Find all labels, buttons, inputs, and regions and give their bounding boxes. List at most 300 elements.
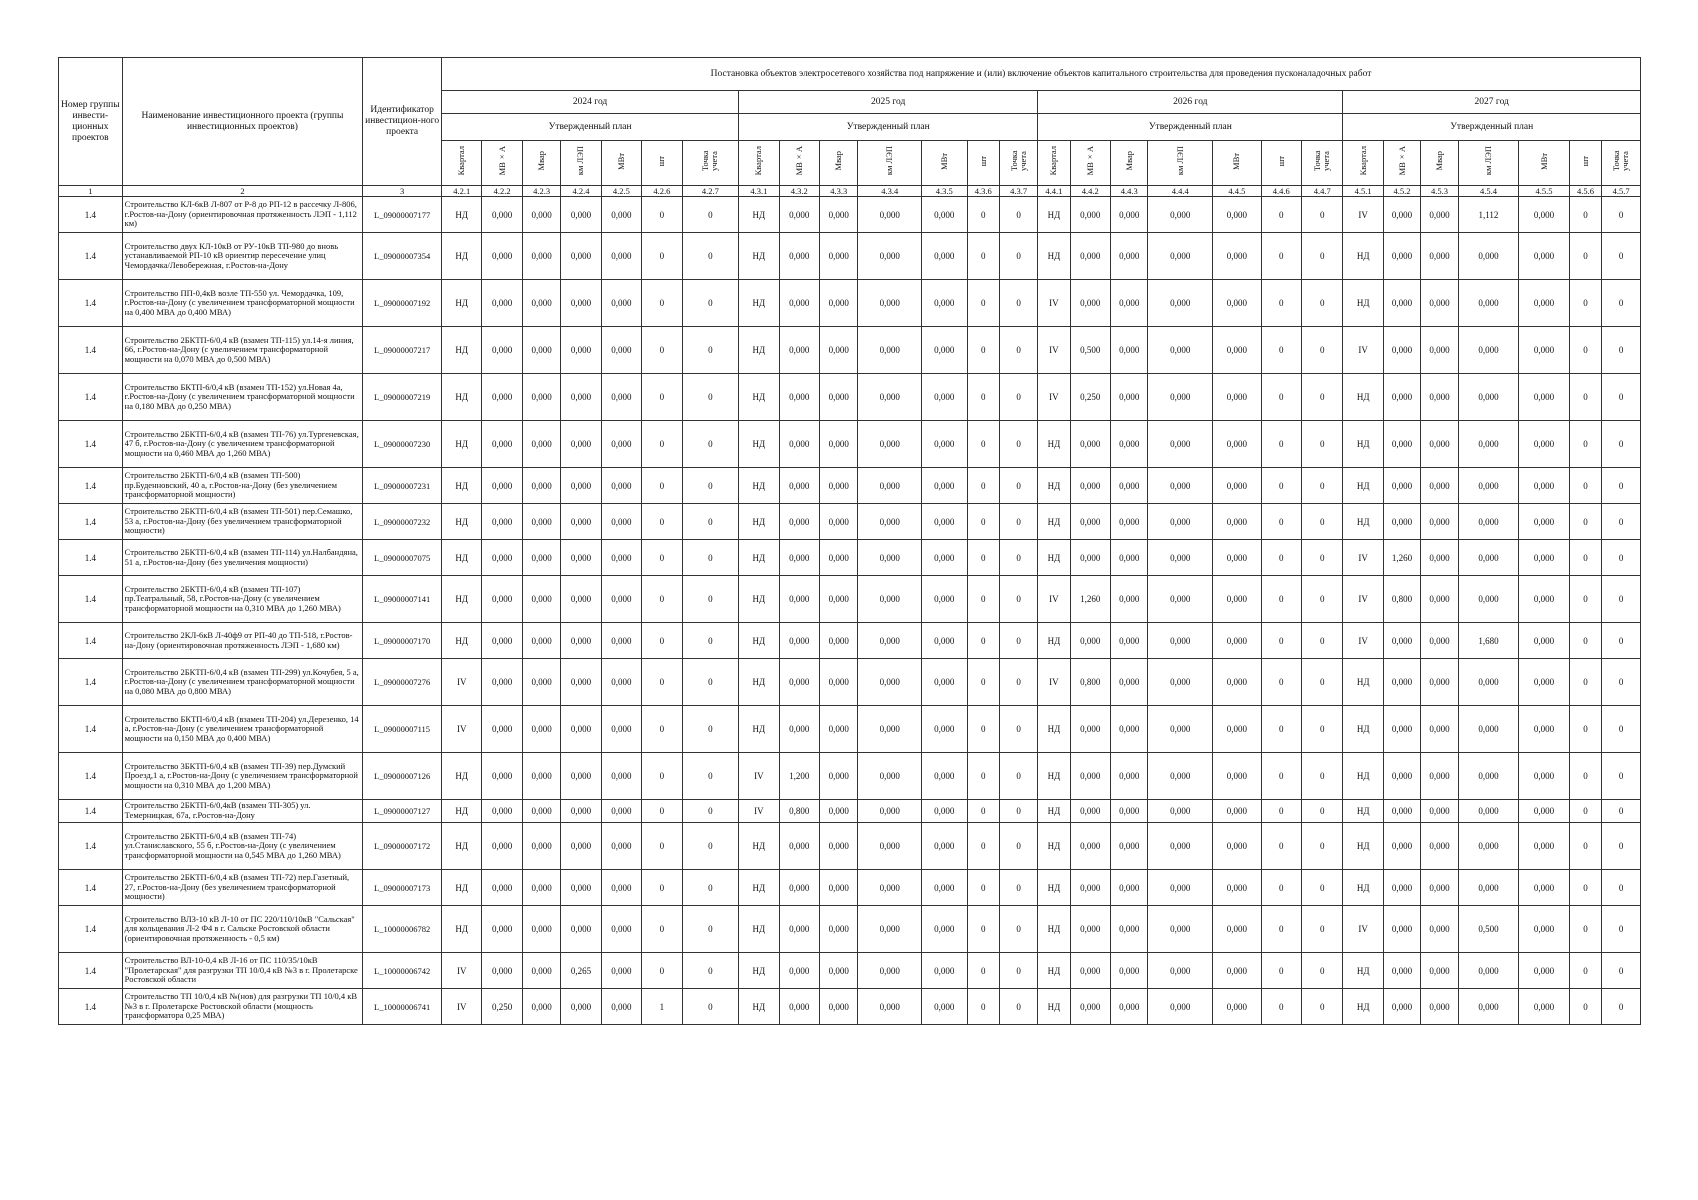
plan-value: 0,000 (1421, 800, 1458, 823)
plan-value: 0 (642, 800, 682, 823)
plan-value: 0,000 (1070, 421, 1110, 468)
plan-value: НД (442, 421, 482, 468)
plan-value: 0,000 (1519, 374, 1570, 421)
header-unit (1519, 141, 1570, 186)
header-unit-label: Мвар (833, 151, 844, 171)
plan-value: 0 (1569, 421, 1601, 468)
plan-value: 0,000 (1148, 659, 1213, 706)
header-unit (682, 141, 739, 186)
header-unit (1343, 141, 1383, 186)
plan-value: 0 (967, 823, 999, 870)
plan-value: 0,000 (1213, 468, 1262, 504)
plan-value: 0 (1261, 953, 1301, 989)
group-number: 1.4 (59, 823, 123, 870)
plan-value: 0 (682, 576, 739, 623)
plan-value: 0,000 (482, 504, 522, 540)
plan-value: 0 (1602, 421, 1641, 468)
header-unit (967, 141, 999, 186)
plan-value: 0,000 (1458, 374, 1519, 421)
investment-plan-sheet (58, 57, 1641, 1025)
plan-value: 0,000 (1519, 800, 1570, 823)
plan-value: 0 (642, 659, 682, 706)
plan-value: НД (1343, 989, 1383, 1025)
plan-value: 0,000 (561, 870, 601, 906)
plan-value: 0,000 (601, 623, 641, 659)
plan-value: 0,000 (922, 576, 967, 623)
plan-value: 0 (1261, 374, 1301, 421)
plan-value: НД (1343, 706, 1383, 753)
header-unit-label: Точка учета (1008, 150, 1028, 172)
plan-value: 0,000 (1383, 706, 1420, 753)
plan-value: 0,000 (1148, 823, 1213, 870)
plan-value: НД (1038, 753, 1070, 800)
plan-value: 0,000 (1111, 870, 1148, 906)
plan-value: 0,000 (522, 823, 560, 870)
plan-value: 0,000 (1111, 576, 1148, 623)
plan-value: 0,000 (1070, 953, 1110, 989)
plan-value: 0,000 (922, 706, 967, 753)
table-row (59, 576, 1641, 623)
plan-value: 0,000 (779, 421, 819, 468)
plan-value: 0,000 (601, 870, 641, 906)
plan-value: 0,000 (858, 327, 922, 374)
header-unit-label: МВ×А (1396, 146, 1407, 176)
plan-value: 0,000 (1070, 504, 1110, 540)
table-row (59, 540, 1641, 576)
plan-value: 0 (967, 870, 999, 906)
plan-value: НД (1038, 906, 1070, 953)
plan-value: 0 (1602, 753, 1641, 800)
plan-value: НД (1038, 989, 1070, 1025)
table-row (59, 906, 1641, 953)
header-year: 2025 год (739, 91, 1038, 114)
plan-value: 0,000 (922, 504, 967, 540)
plan-value: 0,000 (1519, 906, 1570, 953)
project-id: L_09000007192 (363, 280, 442, 327)
plan-value: 0 (1602, 540, 1641, 576)
group-number: 1.4 (59, 706, 123, 753)
plan-value: 0 (1261, 280, 1301, 327)
plan-value: 0,000 (1458, 280, 1519, 327)
column-number: 4.3.6 (967, 186, 999, 197)
plan-value: НД (442, 327, 482, 374)
plan-value: 0,000 (561, 989, 601, 1025)
project-name: Строительство 2БКТП-6/0,4 кВ (взамен ТП-299) ул.Кочубея, 5 а, г.Ростов-на-Дону (с увеличением трансформаторной мощности на 0,080 МВА до 0,800 МВА) (122, 659, 363, 706)
plan-value: 0,000 (1213, 327, 1262, 374)
plan-value: 0 (1569, 906, 1601, 953)
plan-value: 0 (999, 504, 1037, 540)
plan-value: НД (442, 753, 482, 800)
plan-value: 0 (1569, 280, 1601, 327)
plan-value: 0 (999, 421, 1037, 468)
plan-value: 0 (1602, 327, 1641, 374)
column-number: 4.3.1 (739, 186, 779, 197)
plan-value: 0,000 (1519, 327, 1570, 374)
plan-value: 0,000 (601, 800, 641, 823)
plan-value: 0,000 (819, 421, 857, 468)
column-number: 4.5.3 (1421, 186, 1458, 197)
plan-value: 0,000 (1213, 906, 1262, 953)
plan-value: НД (1038, 468, 1070, 504)
project-name: Строительство 2КЛ-6кВ Л-40ф9 от РП-40 до ТП-518, г.Ростов-на-Дону (ориентировочная протяженность ЛЭП - 1,680 км) (122, 623, 363, 659)
plan-value: 1,200 (779, 753, 819, 800)
plan-value: 0,000 (819, 953, 857, 989)
plan-value: НД (442, 870, 482, 906)
plan-value: 1,112 (1458, 197, 1519, 233)
group-number: 1.4 (59, 327, 123, 374)
plan-value: IV (1343, 906, 1383, 953)
plan-value: 0,000 (1383, 421, 1420, 468)
plan-value: 0 (682, 374, 739, 421)
plan-value: 0,000 (522, 280, 560, 327)
plan-value: 0,000 (1148, 753, 1213, 800)
plan-value: 0 (967, 800, 999, 823)
plan-value: IV (1343, 327, 1383, 374)
plan-value: НД (442, 823, 482, 870)
table-row (59, 623, 1641, 659)
plan-value: 0 (1569, 800, 1601, 823)
plan-value: НД (739, 540, 779, 576)
header-unit (819, 141, 857, 186)
column-number: 4.2.3 (522, 186, 560, 197)
plan-value: 0,000 (1148, 576, 1213, 623)
plan-value: 0,000 (1070, 989, 1110, 1025)
plan-value: 0,000 (1421, 706, 1458, 753)
plan-value: 0,000 (819, 989, 857, 1025)
plan-value: 0,000 (1111, 280, 1148, 327)
plan-value: 0 (1261, 823, 1301, 870)
plan-value: 0 (642, 870, 682, 906)
plan-value: 0 (1302, 953, 1343, 989)
plan-value: 0,000 (522, 468, 560, 504)
group-number: 1.4 (59, 197, 123, 233)
plan-value: 0,000 (1383, 989, 1420, 1025)
column-number: 4.5.4 (1458, 186, 1519, 197)
plan-value: 0 (1602, 504, 1641, 540)
plan-value: 0 (1302, 197, 1343, 233)
plan-value: 0,000 (819, 374, 857, 421)
plan-value: НД (739, 233, 779, 280)
plan-value: 0 (967, 953, 999, 989)
plan-value: 0,000 (1421, 576, 1458, 623)
plan-value: 0 (1261, 327, 1301, 374)
plan-value: 0,000 (1148, 327, 1213, 374)
plan-value: 0,000 (819, 280, 857, 327)
plan-value: 0 (1302, 623, 1343, 659)
header-unit (1569, 141, 1601, 186)
plan-value: НД (739, 870, 779, 906)
plan-value: 0,000 (482, 197, 522, 233)
plan-value: 0,250 (1070, 374, 1110, 421)
plan-value: 0,000 (858, 870, 922, 906)
project-id: L_09000007126 (363, 753, 442, 800)
plan-value: IV (442, 706, 482, 753)
group-number: 1.4 (59, 906, 123, 953)
plan-value: 0,000 (779, 197, 819, 233)
plan-value: 0,000 (1383, 753, 1420, 800)
plan-value: 0,000 (819, 623, 857, 659)
plan-value: 0 (999, 989, 1037, 1025)
header-unit-label: км ЛЭП (884, 146, 895, 176)
plan-value: НД (442, 540, 482, 576)
project-id: L_10000006782 (363, 906, 442, 953)
column-number: 4.3.7 (999, 186, 1037, 197)
plan-value: 0,000 (561, 468, 601, 504)
table-row (59, 421, 1641, 468)
plan-value: 0,000 (561, 421, 601, 468)
plan-value: 0,000 (482, 421, 522, 468)
plan-value: 0 (999, 280, 1037, 327)
plan-value: 0,000 (482, 233, 522, 280)
group-number: 1.4 (59, 870, 123, 906)
plan-value: НД (1038, 953, 1070, 989)
plan-value: 0,000 (1519, 280, 1570, 327)
plan-value: 0,000 (1421, 233, 1458, 280)
plan-value: 0,000 (819, 706, 857, 753)
plan-value: 0,000 (922, 870, 967, 906)
plan-value: 0,000 (779, 327, 819, 374)
plan-value: НД (739, 327, 779, 374)
plan-value: 0,000 (922, 233, 967, 280)
plan-value: 0,000 (601, 906, 641, 953)
plan-value: 0,000 (819, 468, 857, 504)
header-unit-label: МВ×А (1084, 146, 1095, 176)
plan-value: 0 (1302, 327, 1343, 374)
plan-value: 0,000 (1519, 421, 1570, 468)
plan-value: 0 (999, 953, 1037, 989)
plan-value: 0,000 (1148, 504, 1213, 540)
plan-value: 0 (1261, 989, 1301, 1025)
table-row (59, 823, 1641, 870)
project-id: L_09000007231 (363, 468, 442, 504)
investment-plan-table (58, 57, 1641, 1025)
plan-value: 0 (682, 233, 739, 280)
plan-value: 0,000 (1148, 906, 1213, 953)
project-name: Строительство 2БКТП-6/0,4 кВ (взамен ТП-74) ул.Станиславского, 55 б, г.Ростов-на-Дону (с увеличением трансформаторной мощности на 0,545 МВА до 1,260 МВА) (122, 823, 363, 870)
plan-value: 0,000 (1458, 327, 1519, 374)
plan-value: 0,000 (1458, 953, 1519, 989)
plan-value: 0 (642, 374, 682, 421)
plan-value: 0,000 (779, 504, 819, 540)
header-unit-label: Квартал (456, 146, 467, 176)
plan-value: 0,000 (1070, 906, 1110, 953)
plan-value: 0,000 (1519, 989, 1570, 1025)
plan-value: 0,000 (1148, 989, 1213, 1025)
header-unit-label: Мвар (1433, 151, 1444, 171)
project-id: L_09000007075 (363, 540, 442, 576)
plan-value: 0 (1302, 374, 1343, 421)
plan-value: 1,260 (1070, 576, 1110, 623)
plan-value: 0 (682, 421, 739, 468)
plan-value: 0,000 (522, 504, 560, 540)
plan-value: НД (442, 906, 482, 953)
plan-value: 0,000 (482, 800, 522, 823)
plan-value: 0,000 (1070, 753, 1110, 800)
plan-value: IV (442, 659, 482, 706)
plan-value: 0 (1602, 870, 1641, 906)
plan-value: 0,000 (1111, 374, 1148, 421)
project-id: L_09000007170 (363, 623, 442, 659)
plan-value: 0 (967, 989, 999, 1025)
plan-value: 0 (1302, 706, 1343, 753)
plan-value: 0,000 (819, 753, 857, 800)
header-approved-plan: Утвержденный план (1038, 114, 1343, 141)
plan-value: 0,000 (1111, 233, 1148, 280)
plan-value: 0,000 (1458, 233, 1519, 280)
plan-value: 0,000 (779, 280, 819, 327)
plan-value: 0,000 (1213, 280, 1262, 327)
plan-value: 0,000 (858, 753, 922, 800)
plan-value: 0 (1569, 623, 1601, 659)
plan-value: 0,000 (858, 623, 922, 659)
plan-value: 0 (1569, 823, 1601, 870)
plan-value: 0,000 (522, 659, 560, 706)
plan-value: 0,000 (1421, 374, 1458, 421)
plan-value: 0,500 (1070, 327, 1110, 374)
plan-value: 0 (1602, 197, 1641, 233)
plan-value: 0,000 (1421, 421, 1458, 468)
column-number: 4.3.5 (922, 186, 967, 197)
plan-value: НД (1038, 823, 1070, 870)
plan-value: 0,000 (601, 374, 641, 421)
plan-value: 0,000 (922, 753, 967, 800)
plan-value: 0,000 (1111, 906, 1148, 953)
column-number: 4.5.7 (1602, 186, 1641, 197)
plan-value: 0 (999, 823, 1037, 870)
plan-value: IV (1038, 659, 1070, 706)
plan-value: НД (739, 197, 779, 233)
plan-value: НД (739, 421, 779, 468)
plan-value: 0,800 (1070, 659, 1110, 706)
plan-value: 0,000 (1111, 197, 1148, 233)
plan-value: 0,000 (561, 659, 601, 706)
plan-value: 0 (1261, 233, 1301, 280)
plan-value: 0 (1602, 468, 1641, 504)
plan-value: 0 (1261, 623, 1301, 659)
plan-value: 0,000 (779, 870, 819, 906)
plan-value: 0,000 (779, 659, 819, 706)
header-unit-label: МВт (615, 152, 626, 170)
plan-value: 0,000 (779, 906, 819, 953)
plan-value: 0 (642, 540, 682, 576)
plan-value: 0,000 (779, 623, 819, 659)
header-unit-label: шт (656, 155, 667, 167)
plan-value: 0,000 (601, 659, 641, 706)
plan-value: 0,000 (601, 233, 641, 280)
header-unit (442, 141, 482, 186)
plan-value: 0 (1302, 753, 1343, 800)
plan-value: 0,000 (1213, 197, 1262, 233)
column-number: 4.4.3 (1111, 186, 1148, 197)
header-unit-label: Точка учета (1611, 150, 1631, 172)
column-number: 1 (59, 186, 123, 197)
plan-value: 0 (1569, 374, 1601, 421)
plan-value: 0,000 (922, 468, 967, 504)
plan-value: 0 (1569, 233, 1601, 280)
plan-value: 0 (967, 197, 999, 233)
group-number: 1.4 (59, 659, 123, 706)
project-id: L_09000007115 (363, 706, 442, 753)
header-year: 2026 год (1038, 91, 1343, 114)
plan-value: 0,000 (1519, 576, 1570, 623)
plan-value: 0,000 (1519, 540, 1570, 576)
column-number: 4.2.6 (642, 186, 682, 197)
project-id: L_10000006742 (363, 953, 442, 989)
plan-value: 0,000 (1458, 753, 1519, 800)
plan-value: 0,000 (922, 421, 967, 468)
header-unit (1302, 141, 1343, 186)
plan-value: НД (1038, 540, 1070, 576)
header-unit (1261, 141, 1301, 186)
plan-value: 0 (1261, 706, 1301, 753)
plan-value: 0 (1261, 870, 1301, 906)
plan-value: 0,000 (858, 280, 922, 327)
plan-value: 0,000 (819, 540, 857, 576)
plan-value: 0 (1302, 233, 1343, 280)
plan-value: 0,000 (779, 540, 819, 576)
plan-value: 0,000 (1383, 623, 1420, 659)
plan-value: 0 (1261, 906, 1301, 953)
plan-value: 0,000 (1519, 753, 1570, 800)
plan-value: 0,000 (482, 327, 522, 374)
column-number: 4.3.4 (858, 186, 922, 197)
group-number: 1.4 (59, 374, 123, 421)
plan-value: 0,000 (819, 823, 857, 870)
plan-value: НД (1038, 504, 1070, 540)
plan-value: 0 (682, 197, 739, 233)
plan-value: 0,000 (1519, 823, 1570, 870)
plan-value: 0,000 (858, 706, 922, 753)
plan-value: 0,000 (482, 870, 522, 906)
plan-value: 0,000 (922, 374, 967, 421)
header-unit (522, 141, 560, 186)
plan-value: 0,000 (779, 576, 819, 623)
plan-value: 0,000 (561, 233, 601, 280)
column-number: 4.2.7 (682, 186, 739, 197)
plan-value: 0 (1569, 468, 1601, 504)
plan-value: 0 (999, 374, 1037, 421)
plan-value: 0,000 (1458, 504, 1519, 540)
column-number: 4.4.5 (1213, 186, 1262, 197)
plan-value: 0,000 (922, 623, 967, 659)
plan-value: 0,000 (858, 233, 922, 280)
plan-value: 0,000 (482, 576, 522, 623)
plan-value: 0,000 (1070, 468, 1110, 504)
plan-value: 0 (967, 327, 999, 374)
project-name: Строительство 3БКТП-6/0,4 кВ (взамен ТП-39) пер.Думский Проезд,1 а, г.Ростов-на-Дону (с увеличением трансформаторной мощности на 0,310 МВА до 1,200 МВА) (122, 753, 363, 800)
plan-value: 0,000 (922, 800, 967, 823)
project-name: Строительство 2БКТП-6/0,4 кВ (взамен ТП-107) пр.Театральный, 58, г.Ростов-на-Дону (с увеличением трансформаторной мощности на 0,310 МВА до 1,260 МВА) (122, 576, 363, 623)
project-name: Строительство ВЛ-10-0,4 кВ Л-16 от ПС 110/35/10кВ "Пролетарская" для разгрузки ТП 10/0,4 кВ №3 в г. Пролетарске Ростовской области (122, 953, 363, 989)
plan-value: 0,000 (1148, 870, 1213, 906)
plan-value: 0,000 (779, 706, 819, 753)
header-unit (1038, 141, 1070, 186)
plan-value: 0,000 (1111, 989, 1148, 1025)
header-unit-label: км ЛЭП (1174, 146, 1185, 176)
plan-value: 0 (999, 233, 1037, 280)
plan-value: 0,000 (601, 706, 641, 753)
header-unit (1213, 141, 1262, 186)
plan-value: 0 (642, 504, 682, 540)
plan-value: 0 (1602, 706, 1641, 753)
header-unit (999, 141, 1037, 186)
plan-value: 0,000 (1458, 421, 1519, 468)
plan-value: НД (739, 906, 779, 953)
plan-value: 0,000 (561, 576, 601, 623)
plan-value: 0 (642, 280, 682, 327)
header-unit (642, 141, 682, 186)
plan-value: 0,000 (1213, 504, 1262, 540)
